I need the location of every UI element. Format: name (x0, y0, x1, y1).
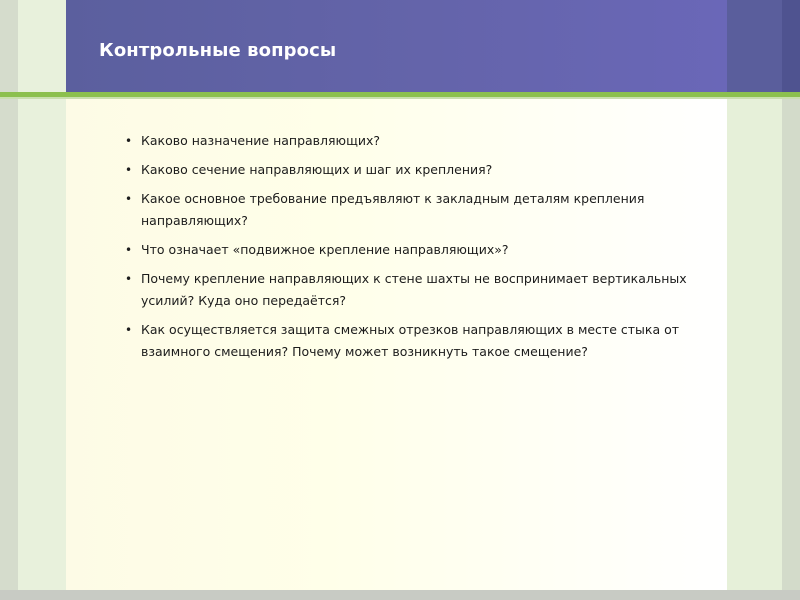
header-right-cap-inner (782, 0, 800, 92)
question-text: Каково сечение направляющих и шаг их крепления? (141, 162, 493, 177)
bullet-icon: • (125, 243, 133, 257)
bullet-icon: • (125, 134, 133, 148)
bullet-icon: • (125, 163, 133, 177)
left-outer-stripe (0, 0, 18, 600)
bottom-bar (0, 590, 800, 600)
question-text: Почему крепление направляющих к стене шахты не воспринимает вертикальных усилий? Куда оно передаётся? (141, 271, 687, 308)
question-text: Как осуществляется защита смежных отрезков направляющих в месте стыка от взаимного смещения? Почему может возникнуть такое смещение? (141, 322, 680, 359)
question-item (123, 268, 703, 312)
slide-title: Контрольные вопросы (99, 40, 337, 61)
question-item (123, 130, 703, 152)
question-item (123, 319, 703, 363)
header-left-cap (18, 0, 66, 92)
bullet-icon: • (125, 272, 133, 286)
question-item (123, 159, 703, 181)
question-text: Каково назначение направляющих? (141, 133, 380, 148)
bullet-icon: • (125, 323, 133, 337)
question-item (123, 188, 703, 232)
bullet-icon: • (125, 192, 133, 206)
question-item (123, 239, 703, 261)
question-text: Что означает «подвижное крепление направляющих»? (141, 242, 509, 257)
question-text: Какое основное требование предъявляют к закладным деталям крепления направляющих? (141, 191, 645, 228)
question-list (123, 130, 703, 370)
